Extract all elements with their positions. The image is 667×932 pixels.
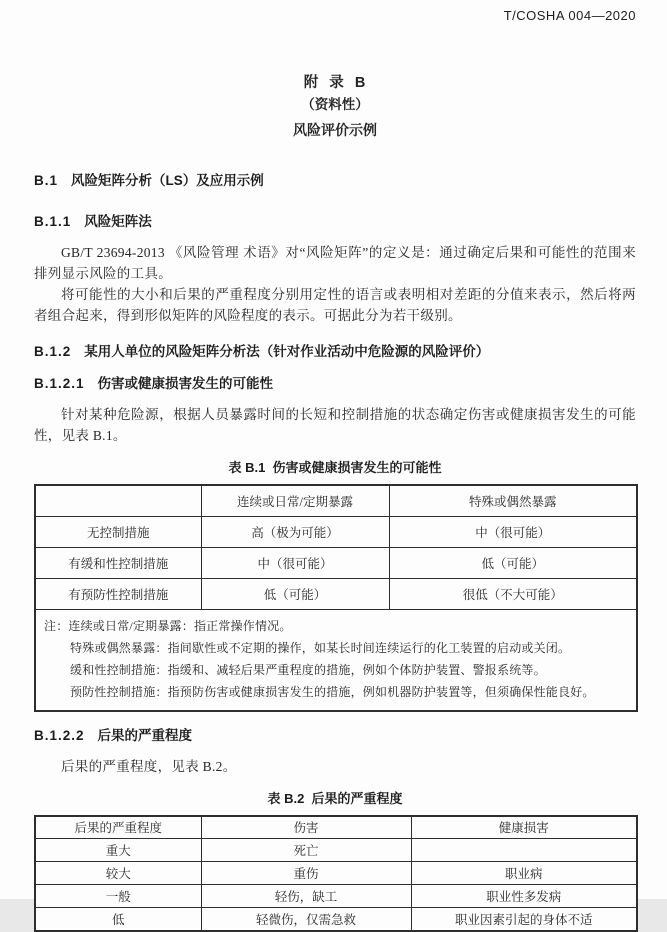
appendix-title: 附 录 B bbox=[303, 75, 367, 91]
table-b1-caption: 表 B.1 伤害或健康损害发生的可能性 bbox=[228, 460, 442, 475]
table-cell: 重伤 bbox=[201, 862, 411, 885]
table-b1-header-blank bbox=[35, 485, 201, 516]
section-b122-heading bbox=[34, 727, 636, 745]
note-line bbox=[44, 637, 628, 659]
table-row bbox=[35, 908, 637, 931]
table-cell: 中（很可能） bbox=[389, 516, 637, 547]
table-cell: 职业病 bbox=[411, 862, 637, 885]
table-cell: 无控制措施 bbox=[35, 516, 201, 547]
paragraph-b122-1: 后果的严重程度，见表 B.2。 bbox=[61, 758, 237, 774]
note-line bbox=[44, 659, 628, 681]
section-b122-title: 后果的严重程度 bbox=[97, 727, 193, 743]
table-row bbox=[35, 862, 637, 885]
table-b1-note-cell bbox=[35, 609, 637, 711]
table-cell: 轻伤，缺工 bbox=[201, 885, 411, 908]
table-b1-note-row bbox=[35, 609, 637, 711]
section-b121-number: B.1.2.1 bbox=[34, 376, 85, 391]
note-text: 连续或日常/定期暴露：指正常操作情况。 bbox=[68, 618, 292, 633]
table-b2 bbox=[34, 815, 638, 932]
section-b122-number: B.1.2.2 bbox=[34, 727, 85, 743]
table-b2-header-injury: 伤害 bbox=[201, 816, 411, 839]
section-b11-number: B.1.1 bbox=[34, 214, 72, 229]
table-b2-header-row bbox=[35, 816, 637, 839]
table-cell: 轻微伤，仅需急救 bbox=[201, 908, 411, 931]
table-cell: 一般 bbox=[35, 885, 201, 908]
table-b1 bbox=[34, 484, 638, 712]
section-b12-heading bbox=[34, 343, 636, 361]
table-cell: 重大 bbox=[35, 839, 201, 862]
table-row bbox=[35, 885, 637, 908]
table-b2-header-health: 健康损害 bbox=[411, 816, 637, 839]
note-line bbox=[44, 615, 628, 637]
table-cell: 很低（不大可能） bbox=[389, 578, 637, 609]
section-b1-title: 风险矩阵分析（LS）及应用示例 bbox=[71, 173, 264, 188]
table-cell: 有缓和性控制措施 bbox=[35, 547, 201, 578]
section-b121-title: 伤害或健康损害发生的可能性 bbox=[97, 376, 274, 391]
section-b121-heading bbox=[34, 375, 636, 393]
section-b11-heading bbox=[34, 213, 636, 231]
table-row bbox=[35, 547, 637, 578]
table-b1-header-continuous: 连续或日常/定期暴露 bbox=[201, 485, 389, 516]
paragraph-b11-1: GB/T 23694-2013 《风险管理 术语》对“风险矩阵”的定义是：通过确定后果和可能性的范围来排列显示风险的工具。 bbox=[34, 245, 636, 281]
note-text: 缓和性控制措施：指缓和、减轻后果严重程度的措施，例如个体防护装置、警报系统等。 bbox=[70, 662, 546, 677]
table-b1-header-special: 特殊或偶然暴露 bbox=[389, 485, 637, 516]
table-cell: 较大 bbox=[35, 862, 201, 885]
appendix-subject: 风险评价示例 bbox=[293, 122, 377, 138]
table-cell: 有预防性控制措施 bbox=[35, 578, 201, 609]
section-b1-number: B.1 bbox=[34, 173, 59, 188]
table-cell: 高（极为可能） bbox=[201, 516, 389, 547]
section-b1-heading bbox=[34, 172, 636, 190]
doc-code: T/COSHA 004—2020 bbox=[503, 8, 636, 23]
paragraph-b11-2: 将可能性的大小和后果的严重程度分别用定性的语言或表明相对差距的分值来表示，然后将两者组合起来，得到形似矩阵的风险程度的表示。可据此分为若干级别。 bbox=[34, 287, 636, 323]
table-cell: 低（可能） bbox=[201, 578, 389, 609]
table-row bbox=[35, 839, 637, 862]
table-cell: 低（可能） bbox=[389, 547, 637, 578]
table-cell: 低 bbox=[35, 908, 201, 931]
table-cell: 职业因素引起的身体不适 bbox=[411, 908, 637, 931]
appendix-title-block bbox=[34, 72, 636, 142]
section-b12-number: B.1.2 bbox=[34, 344, 72, 359]
note-text: 特殊或偶然暴露：指间歇性或不定期的操作，如某长时间连续运行的化工装置的启动或关闭。 bbox=[70, 640, 571, 655]
table-b2-header-severity: 后果的严重程度 bbox=[35, 816, 201, 839]
paragraph-b121-1: 针对某种危险源，根据人员暴露时间的长短和控制措施的状态确定伤害或健康损害发生的可能性，见表 B.1。 bbox=[34, 407, 636, 443]
table-cell: 死亡 bbox=[201, 839, 411, 862]
appendix-type: （资料性） bbox=[301, 97, 369, 112]
section-b12-title: 某用人单位的风险矩阵分析法（针对作业活动中危险源的风险评价） bbox=[84, 344, 490, 359]
table-cell bbox=[411, 839, 637, 862]
table-cell: 职业性多发病 bbox=[411, 885, 637, 908]
table-row bbox=[35, 516, 637, 547]
table-cell: 中（很可能） bbox=[201, 547, 389, 578]
table-b2-caption: 表 B.2 后果的严重程度 bbox=[267, 790, 403, 806]
table-b1-header-row bbox=[35, 485, 637, 516]
section-b11-title: 风险矩阵法 bbox=[84, 214, 152, 229]
note-label: 注： bbox=[44, 618, 69, 633]
table-row bbox=[35, 578, 637, 609]
note-text: 预防性控制措施：指预防伤害或健康损害发生的措施，例如机器防护装置等，但须确保性能良好。 bbox=[70, 684, 595, 699]
note-line bbox=[44, 681, 628, 703]
